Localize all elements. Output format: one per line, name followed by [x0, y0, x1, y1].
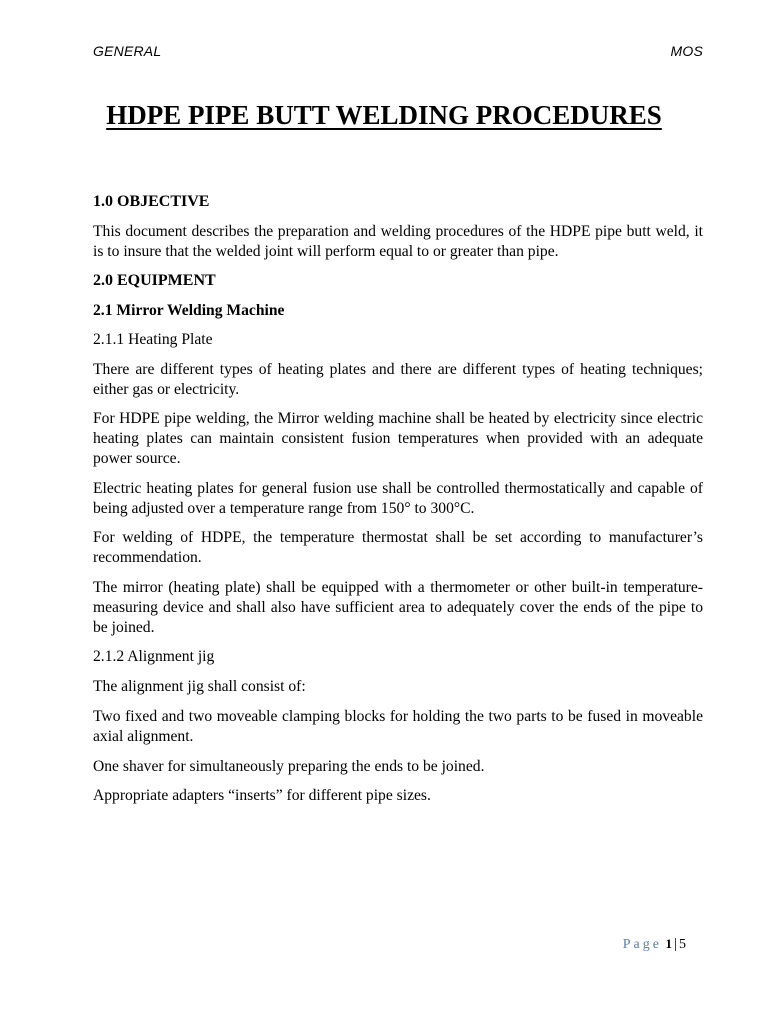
heating-plate-paragraph: There are different types of heating plates and there are different types of heating techniques; either gas or electricity. — [93, 360, 703, 398]
section-equipment-heading: 2.0 EQUIPMENT — [93, 272, 216, 290]
alignment-jig-paragraph: The alignment jig shall consist of: — [93, 678, 306, 696]
header-left: GENERAL — [93, 43, 162, 59]
page-label: Page — [622, 937, 662, 952]
section-objective-heading: 1.0 OBJECTIVE — [93, 193, 210, 210]
page-footer — [623, 936, 686, 953]
alignment-jig-paragraph: Appropriate adapters “inserts” for different pipe sizes. — [93, 787, 431, 805]
document-title — [0, 100, 768, 131]
document-body — [93, 192, 703, 816]
page-number: 1 — [665, 936, 672, 951]
alignment-jig-paragraph: One shaver for simultaneously preparing the ends to be joined. — [93, 757, 485, 775]
heating-plate-heading: 2.1.1 Heating Plate — [93, 330, 213, 348]
header-right: MOS — [670, 43, 703, 59]
heating-plate-paragraph: The mirror (heating plate) shall be equipped with a thermometer or other built-in temperature-measuring device and shall also have sufficient area to adequately cover the ends of the pipe to be joined. — [93, 578, 703, 636]
alignment-jig-paragraph: Two fixed and two moveable clamping blocks for holding the two parts to be fused in moveable axial alignment. — [93, 707, 703, 745]
alignment-jig-heading: 2.1.2 Alignment jig — [93, 648, 215, 666]
objective-paragraph: This document describes the preparation and welding procedures of the HDPE pipe butt weld, it is to insure that the welded joint will perform equal to or greater than pipe. — [93, 222, 703, 260]
page-separator: | — [673, 936, 677, 952]
heating-plate-paragraph: For welding of HDPE, the temperature thermostat shall be set according to manufacturer’s recommendation. — [93, 529, 703, 567]
heating-plate-paragraph: For HDPE pipe welding, the Mirror welding machine shall be heated by electricity since electric heating plates can maintain consistent fusion temperatures when provided with an adequate power source. — [93, 410, 703, 467]
document-title-text: HDPE PIPE BUTT WELDING PROCEDURES — [106, 100, 662, 130]
heating-plate-paragraph: Electric heating plates for general fusion use shall be controlled thermostatically and capable of being adjusted over a temperature range from 150° to 300°C. — [93, 479, 703, 517]
total-pages: 5 — [679, 937, 686, 952]
mirror-welding-machine-heading: 2.1 Mirror Welding Machine — [93, 302, 285, 320]
